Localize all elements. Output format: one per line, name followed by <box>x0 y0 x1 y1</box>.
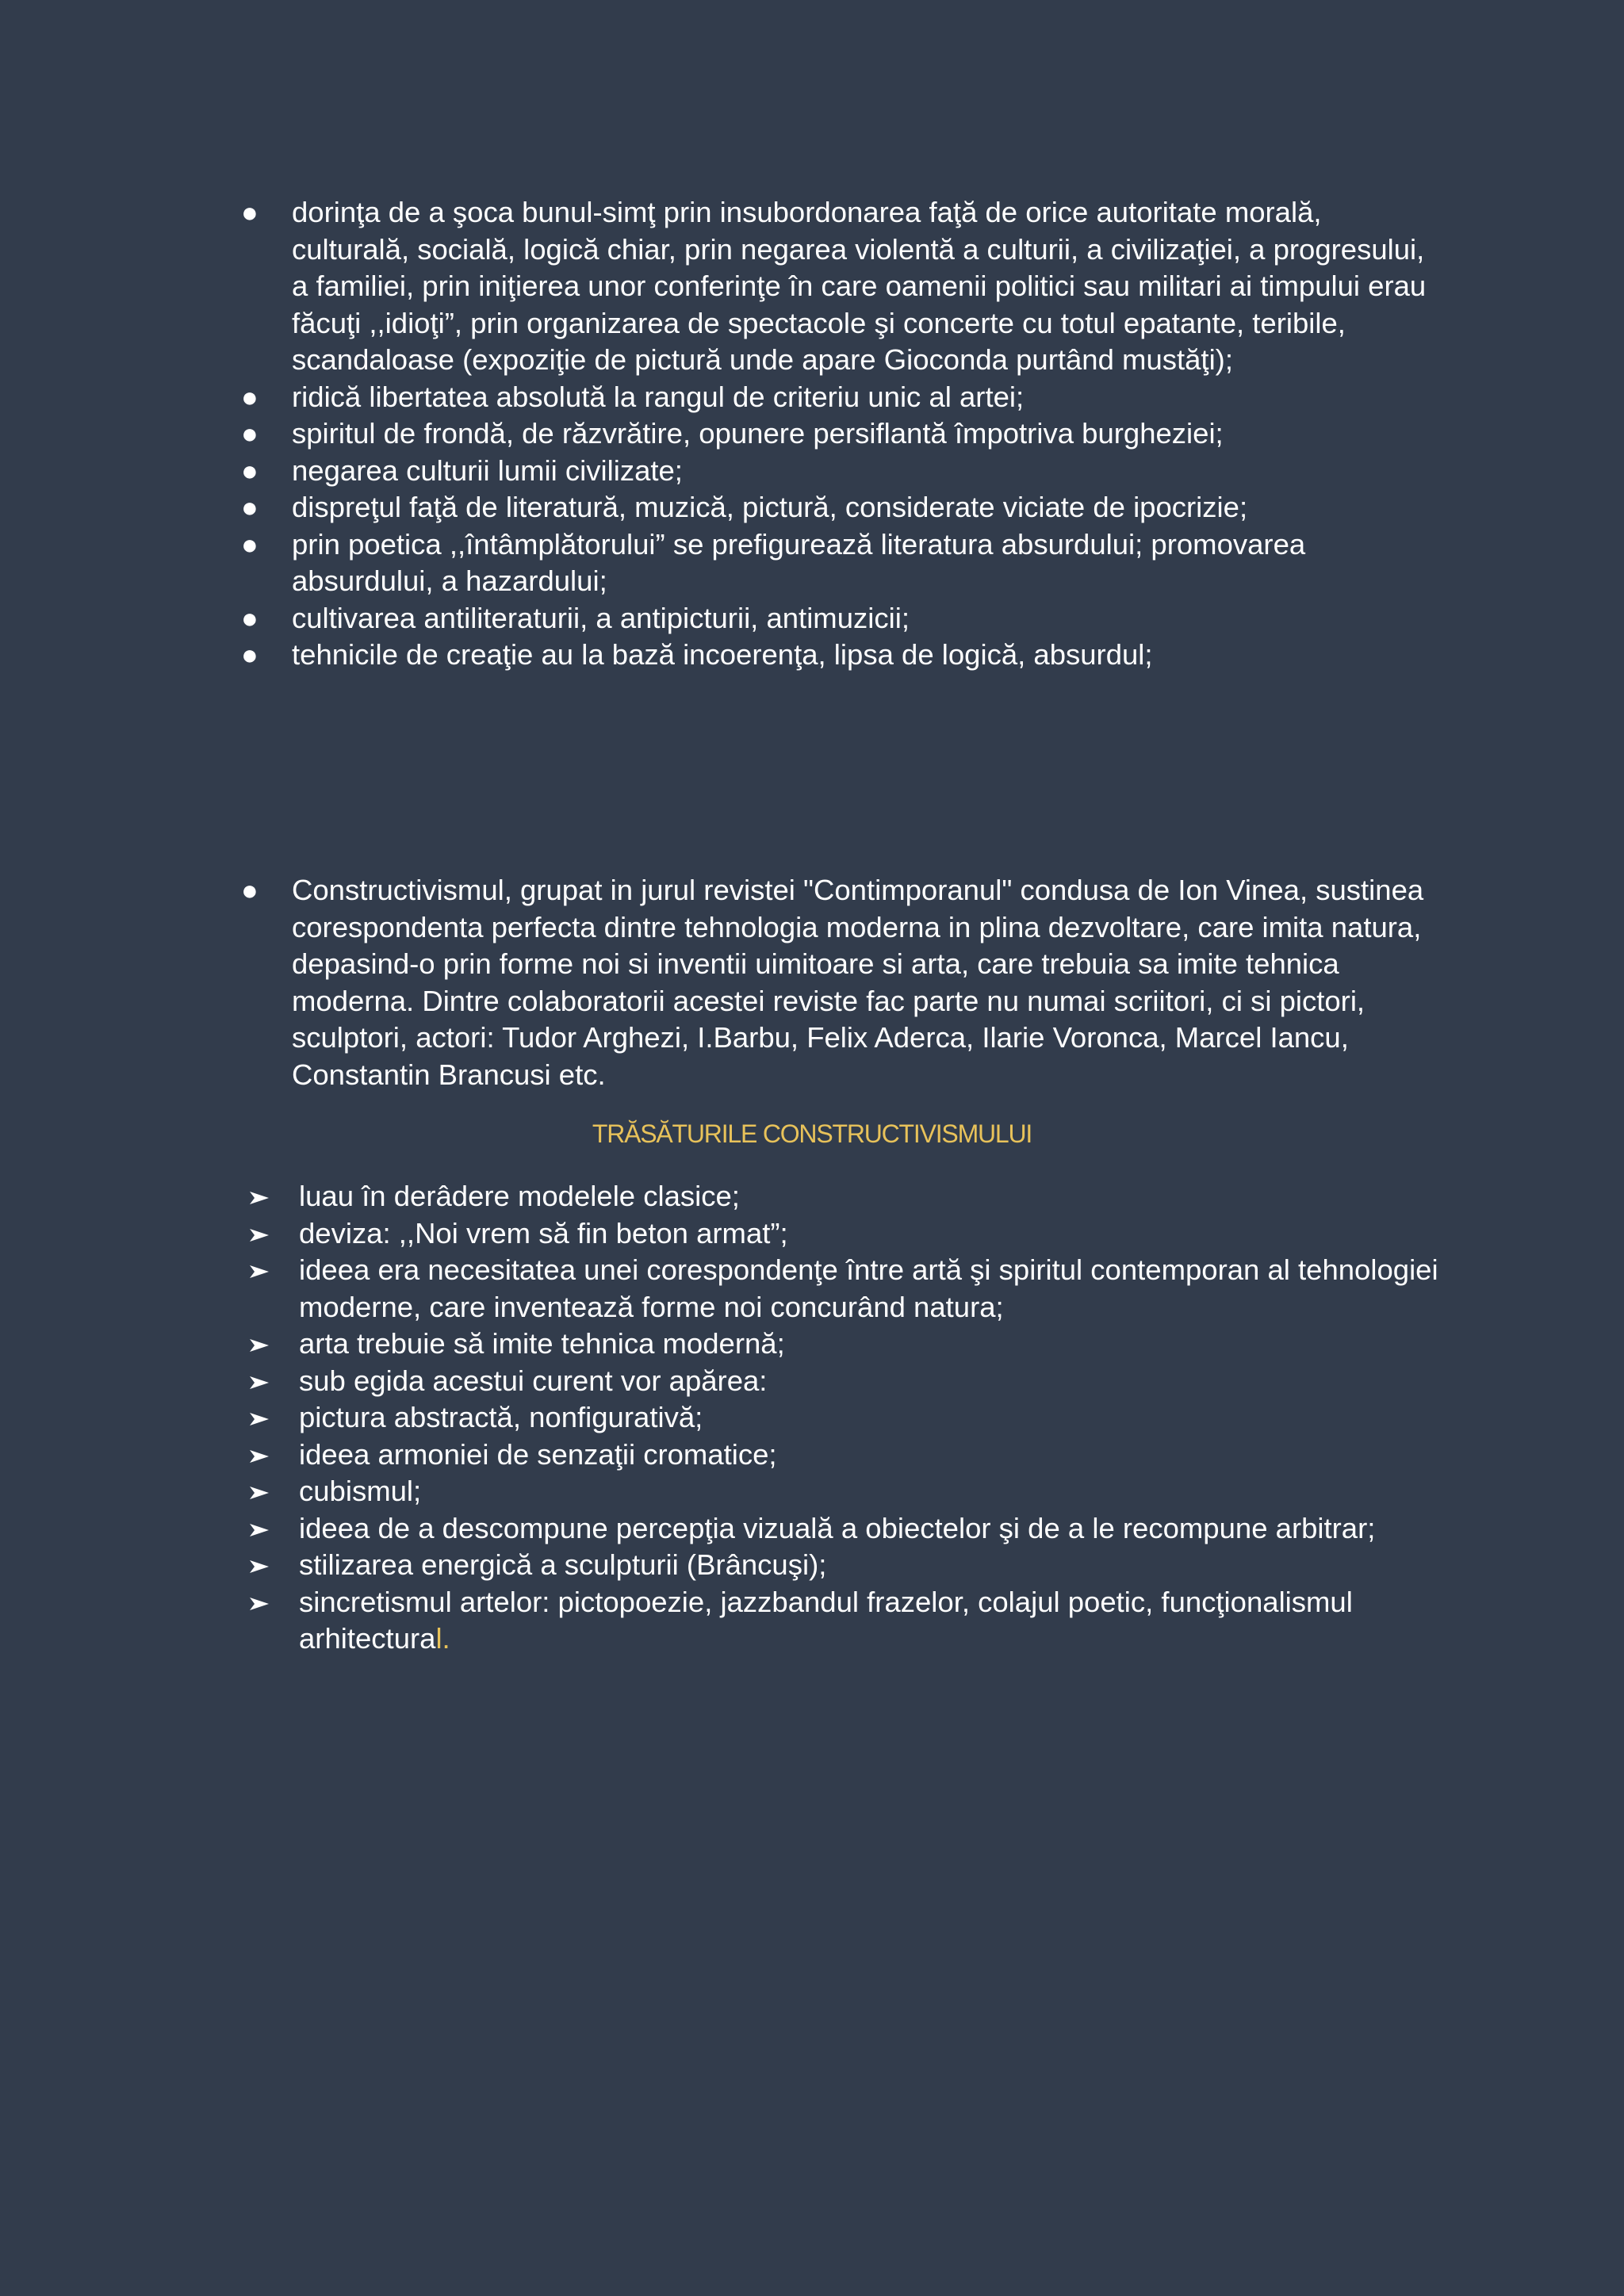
bullet-icon: ● <box>241 638 259 671</box>
bullet-icon: ● <box>241 453 259 487</box>
arrowhead-bullet-icon <box>249 1523 270 1537</box>
list-item-text: stilizarea energică a sculpturii (Brâncuşi); <box>299 1548 827 1581</box>
bullet-icon: ● <box>241 601 259 634</box>
list-item-text: ideea de a descompune percepţia vizuală a obiectelor şi de a le recompune arbitrar; <box>299 1511 1376 1544</box>
constructivism-intro-list <box>238 872 1443 1093</box>
list-item-text: ideea era necesitatea unei corespondenţe între artă şi spiritul contemporan al tehnologiei moderne, care inventează forme noi concurând natura; <box>299 1253 1438 1323</box>
list-item-text: luau în derâdere modelele clasice; <box>299 1180 740 1212</box>
list-item-text-continued: arhitectura <box>299 1622 436 1655</box>
list-item <box>238 526 1443 600</box>
list-item-text: ridică libertatea absolută la rangul de criteriu unic al artei; <box>292 380 1025 413</box>
arrowhead-bullet-icon <box>249 1228 270 1242</box>
list-item <box>238 194 1443 379</box>
list-item-text: pictura abstractă, nonfigurativă; <box>299 1401 703 1433</box>
list-item <box>247 1473 1445 1510</box>
arrowhead-bullet-icon <box>249 1486 270 1500</box>
list-item-text: sub egida acestui curent vor apărea: <box>299 1364 768 1397</box>
list-item-text: cubismul; <box>299 1475 422 1507</box>
arrowhead-bullet-icon <box>249 1338 270 1353</box>
list-item-text: dorinţa de a şoca bunul-simţ prin insubordonarea faţă de orice autoritate morală, culturală, socială, logică chiar, prin negarea violentă a culturii, a civilizaţiei, a progresului, a familiei, prin iniţierea unor conferinţe în care oamenii politici sau militari ai timpului erau făcuţi ,,idioţi”, prin organizarea de spectacole şi concerte cu totul epatante, teribile, scandaloase (expoziţie de pictură unde apare Gioconda purtând mustăţi); <box>292 196 1427 376</box>
bullet-icon: ● <box>241 491 259 523</box>
arrowhead-bullet-icon <box>249 1559 270 1574</box>
arrowhead-bullet-icon <box>249 1597 270 1611</box>
constructivism-paragraph: Constructivismul, grupat in jurul revistei "Contimporanul" condusa de Ion Vinea, sustinea corespondenta perfecta dintre tehnologia moderna in plina dezvoltare, care imita natura, depasind-o prin forme noi si inventii uimitoare si arta, care trebuia sa imite tehnica moderna. Dintre colaboratorii acestei reviste fac parte nu numai scriitori, ci si pictori, sculptori, actori: Tudor Arghezi, I.Barbu, Felix Aderca, Ilarie Voronca, Marcel Iancu, Constantin Brancusi etc. <box>292 874 1424 1091</box>
list-item-text: prin poetica ,,întâmplătorului” se prefigurează literatura absurdului; promovarea absurdului, a hazardului; <box>292 527 1306 597</box>
list-item-text: negarea culturii lumii civilizate; <box>292 453 683 487</box>
section-heading: TRĂSĂTURILE CONSTRUCTIVISMULUI <box>592 1119 1032 1148</box>
arrowhead-bullet-icon <box>249 1376 270 1390</box>
list-item <box>247 1584 1445 1658</box>
bullet-icon: ● <box>241 874 259 906</box>
list-item <box>247 1547 1445 1584</box>
list-item <box>247 1215 1445 1253</box>
list-item-text: dispreţul faţă de literatură, muzică, pictură, considerate viciate de ipocrizie; <box>292 491 1248 523</box>
arrowhead-bullet-icon <box>249 1449 270 1464</box>
list-item-text: cultivarea antiliteraturii, a antipicturii, antimuzicii; <box>292 601 910 634</box>
list-item <box>247 1437 1445 1474</box>
bullet-icon: ● <box>241 527 259 561</box>
list-item-text: ideea armoniei de senzaţii cromatice; <box>299 1437 777 1471</box>
list-item <box>238 489 1443 526</box>
list-item <box>247 1326 1445 1363</box>
list-item <box>238 379 1443 416</box>
bullet-icon: ● <box>241 196 259 228</box>
list-item <box>238 872 1443 1093</box>
list-item <box>247 1178 1445 1215</box>
arrowhead-bullet-icon <box>249 1191 270 1205</box>
dada-traits-list <box>238 194 1443 674</box>
list-item <box>247 1399 1445 1437</box>
list-item-text: tehnicile de creaţie au la bază incoerenţa, lipsa de logică, absurdul; <box>292 638 1153 671</box>
bullet-icon: ● <box>241 417 259 450</box>
list-item <box>247 1510 1445 1548</box>
list-item <box>238 415 1443 453</box>
list-item-text: arta trebuie să imite tehnica modernă; <box>299 1327 785 1360</box>
accent-text: l. <box>435 1622 450 1655</box>
list-item <box>238 637 1443 674</box>
list-item-text: deviza: ,,Noi vrem să fin beton armat”; <box>299 1216 788 1249</box>
list-item-text: sincretismul artelor: pictopoezie, jazzbandul frazelor, colajul poetic, funcţionalismul <box>299 1585 1353 1618</box>
arrowhead-bullet-icon <box>249 1265 270 1279</box>
list-item <box>247 1252 1445 1326</box>
list-item <box>238 453 1443 490</box>
constructivism-traits-list <box>247 1178 1445 1658</box>
list-item <box>238 600 1443 637</box>
arrowhead-bullet-icon <box>249 1412 270 1426</box>
bullet-icon: ● <box>241 380 259 413</box>
list-item-text: spiritul de frondă, de răzvrătire, opunere persiflantă împotriva burgheziei; <box>292 417 1224 450</box>
list-item <box>247 1363 1445 1400</box>
